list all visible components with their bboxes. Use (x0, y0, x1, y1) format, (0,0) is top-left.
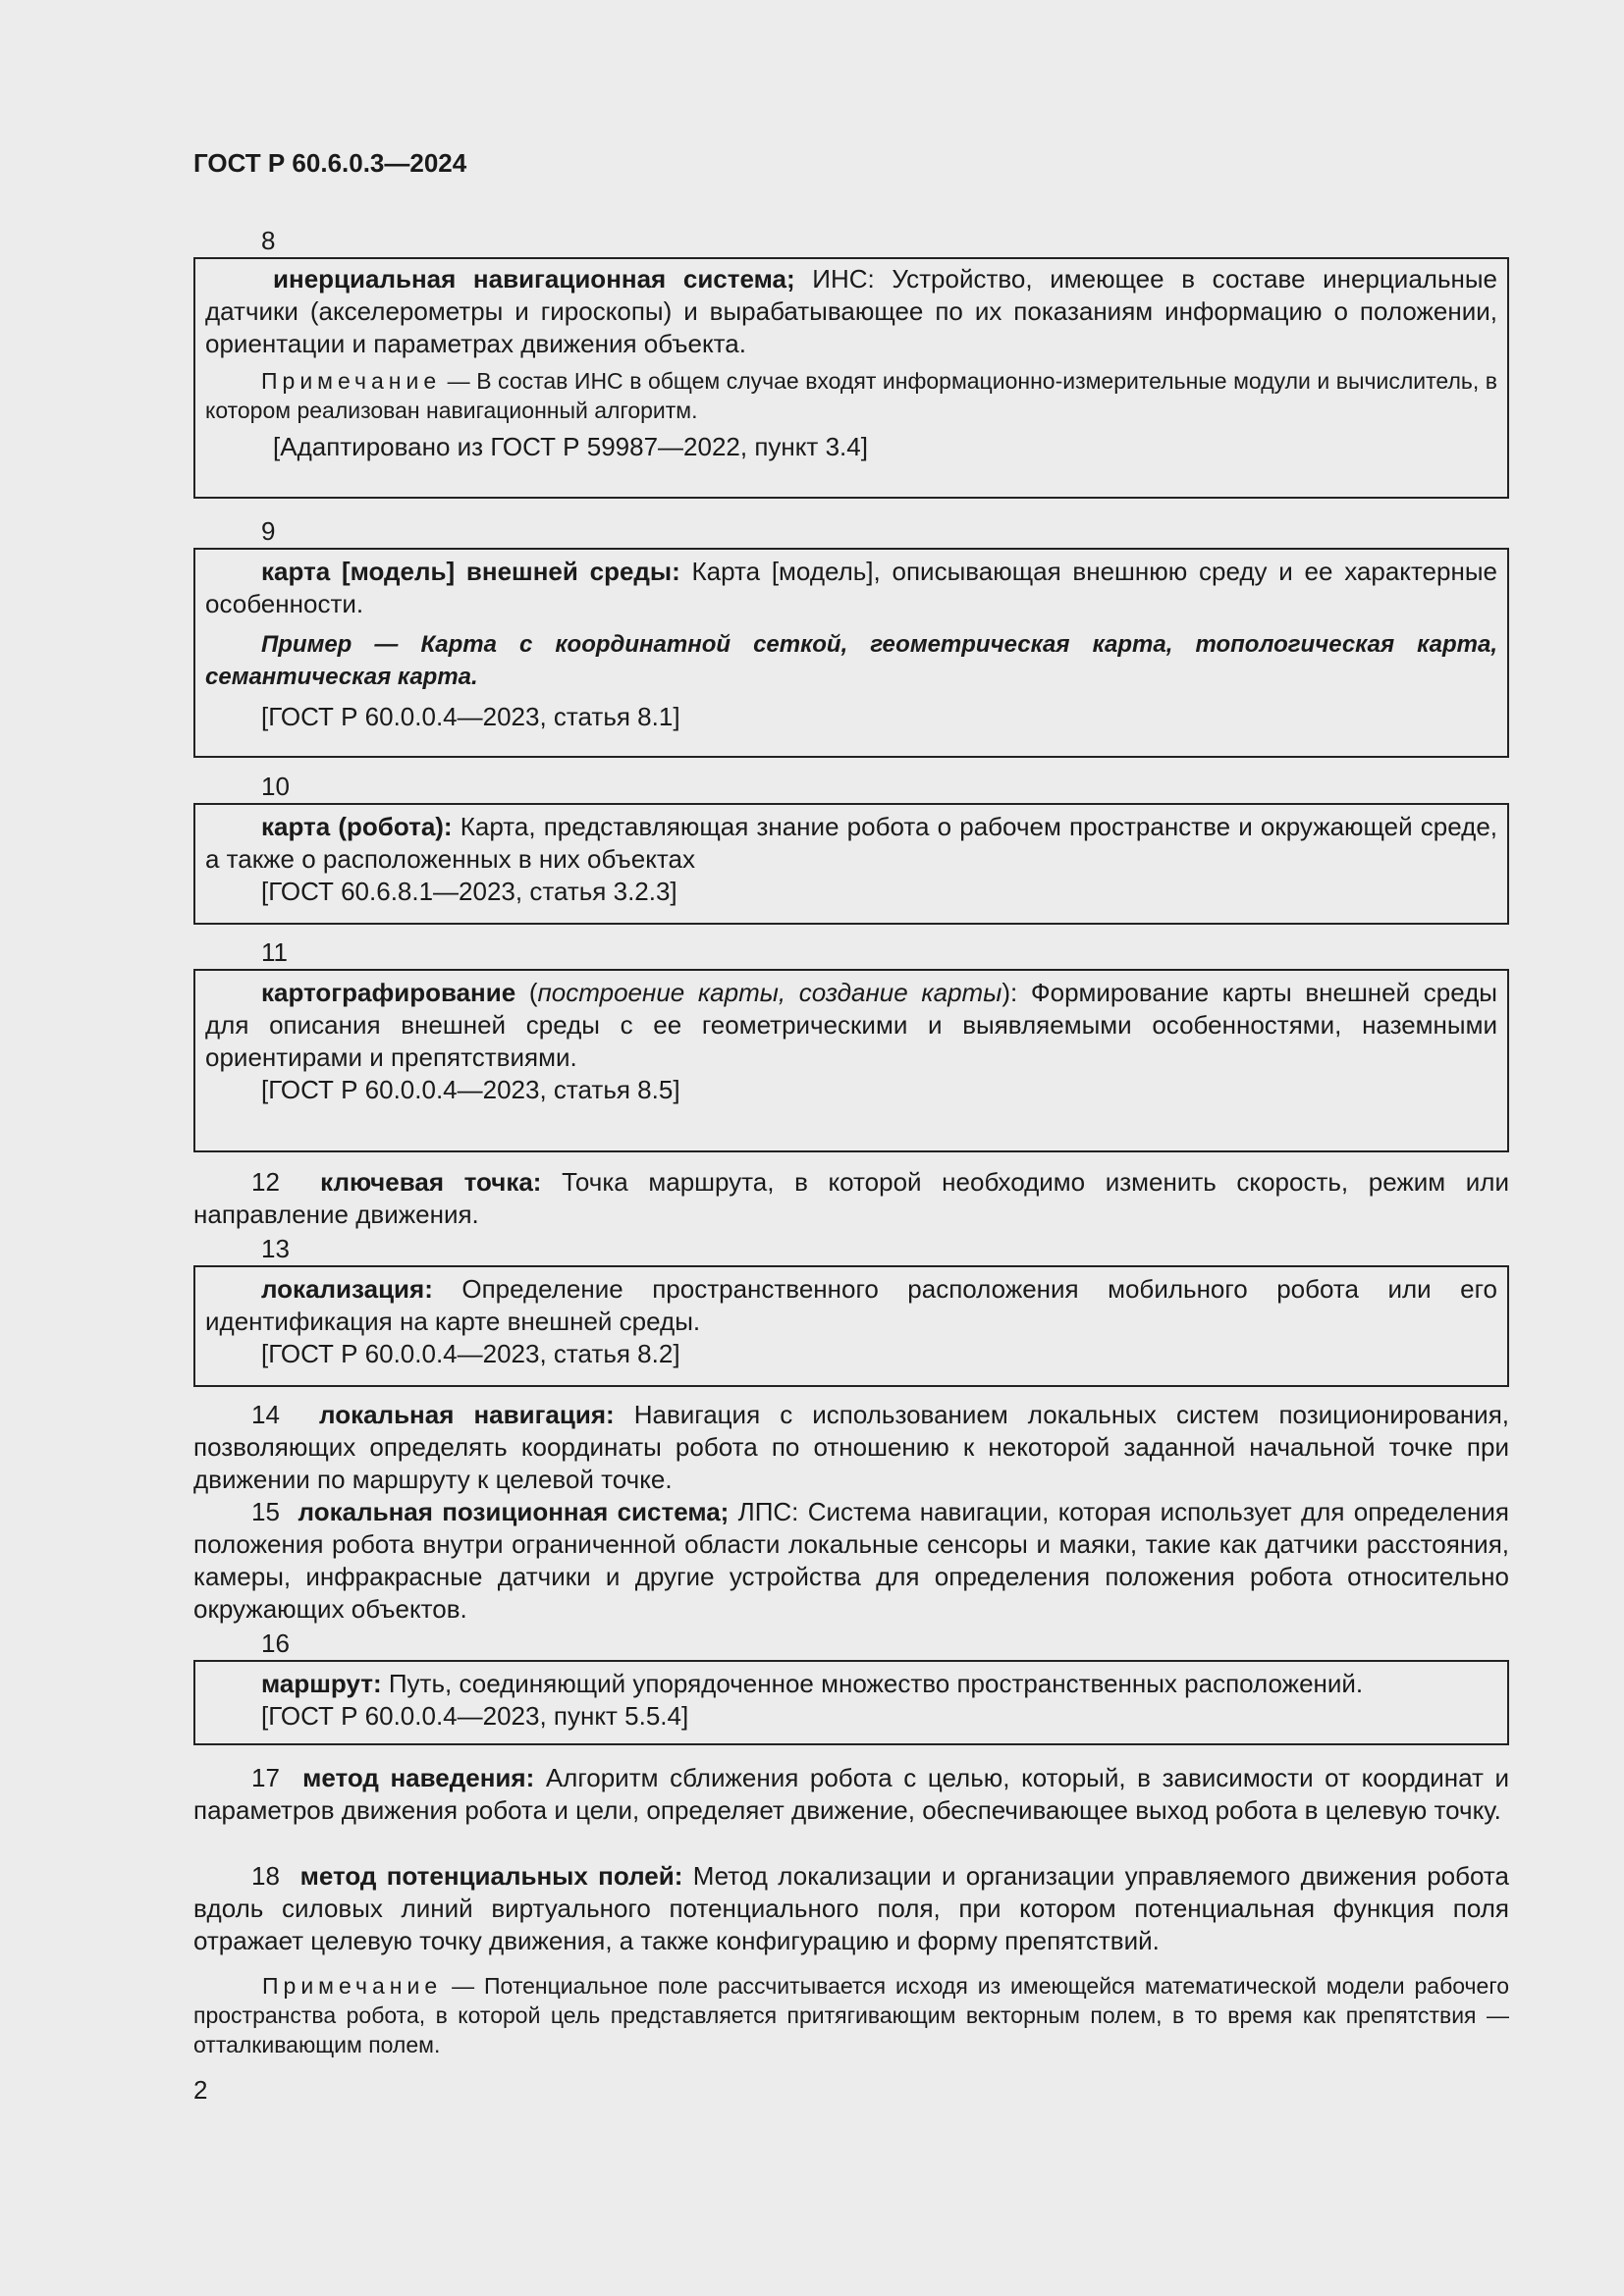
term-number: 9 (261, 516, 276, 546)
term-source: [ГОСТ 60.6.8.1—2023, статья 3.2.3] (261, 877, 677, 906)
term-name: карта (робота): (261, 812, 453, 841)
term-number: 10 (261, 772, 290, 801)
term-definition (205, 556, 1497, 620)
definition-text: Метод локализации и организации управляемого движения робота вдоль силовых линий виртуального потенциального поля, при котором потенциальная функция поля отражает целевую точку движения, а также конфигурацию и форму препятствий. (193, 1861, 1510, 1955)
term-definition (205, 977, 1497, 1074)
term-number: 12 (251, 1167, 280, 1197)
term-definition (205, 811, 1497, 876)
term-entry-11 (193, 936, 1509, 1152)
term-definition (193, 1399, 1509, 1496)
synonym-open: ( (515, 978, 538, 1007)
definition-text: Алгоритм сближения робота с целью, который, в зависимости от координат и параметров движения робота и цели, определяет движение, обеспечивающее выход робота в целевую точку. (193, 1763, 1509, 1825)
term-entry-12 (193, 1166, 1509, 1231)
term-number: 8 (261, 226, 276, 255)
term-box (193, 803, 1509, 925)
note-text: — Потенциальное поле рассчитывается исходя из имеющейся математической модели рабочего пространства робота, в которой цель представляется притягивающим векторным полем, в то время как препятствия — отталкивающим полем. (193, 1973, 1509, 2057)
term-box (193, 548, 1509, 758)
term-box (193, 969, 1509, 1152)
term-entry-10 (193, 771, 1509, 925)
term-number: 18 (251, 1861, 280, 1891)
term-source: [Адаптировано из ГОСТ Р 59987—2022, пункт 3.4] (273, 432, 868, 461)
term-definition (205, 1668, 1497, 1700)
term-definition (193, 1860, 1509, 1957)
term-definition (193, 1496, 1509, 1626)
term-entry-14 (193, 1399, 1509, 1496)
note (193, 1971, 1509, 2059)
term-definition (205, 263, 1497, 360)
document-header: ГОСТ Р 60.6.0.3—2024 (193, 148, 467, 178)
term-entry-17 (193, 1762, 1509, 1827)
term-entry-8 (193, 225, 1509, 499)
term-box (193, 257, 1509, 499)
term-entry-15 (193, 1496, 1509, 1626)
page-number: 2 (193, 2075, 208, 2105)
definition-text: ЛПС: Система навигации, которая использует для определения положения робота внутри ограниченной области локальные сенсоры и маяки, такие как датчики расстояния, камеры, инфракрасные датчики и другие устройства для определения положения робота относительно окружающих объектов. (193, 1497, 1509, 1624)
definition-text: ИНС: Устройство, имеющее в составе инерциальные датчики (акселерометры и гироскопы) и вырабатывающее по их показаниям информацию о положении, ориентации и параметрах движения объекта. (205, 264, 1497, 358)
term-entry-18 (193, 1860, 1509, 2065)
term-name: ключевая точка: (320, 1167, 542, 1197)
note-label: Примечание (262, 1973, 443, 1999)
term-name: метод наведения: (302, 1763, 535, 1792)
term-name: маршрут: (261, 1669, 382, 1698)
term-name: инерциальная навигационная система; (273, 264, 795, 294)
term-synonyms: построение карты, создание карты (537, 978, 1002, 1007)
term-name: локальная навигация: (319, 1400, 615, 1429)
term-source: [ГОСТ Р 60.0.0.4—2023, статья 8.1] (261, 702, 680, 731)
definition-text: Карта, представляющая знание робота о рабочем пространстве и окружающей среде, а также о расположенных в них объектах (205, 812, 1497, 874)
term-name: локальная позиционная система; (298, 1497, 730, 1526)
term-definition (193, 1166, 1509, 1231)
term-number: 14 (251, 1400, 280, 1429)
term-number: 17 (251, 1763, 280, 1792)
term-entry-9 (193, 515, 1509, 758)
term-entry-16 (193, 1628, 1509, 1745)
definition-text: Карта [модель], описывающая внешнюю среду и ее характерные особенности. (205, 557, 1497, 618)
term-name: метод потенциальных полей: (299, 1861, 683, 1891)
definition-text: Путь, соединяющий упорядоченное множество пространственных расположений. (381, 1669, 1364, 1698)
note-label: Примечание (261, 368, 442, 394)
term-number: 13 (261, 1234, 290, 1263)
term-name: локализация: (261, 1274, 433, 1304)
term-source: [ГОСТ Р 60.0.0.4—2023, пункт 5.5.4] (261, 1701, 689, 1731)
term-name: картографирование (261, 978, 516, 1007)
term-box (193, 1265, 1509, 1387)
term-source: [ГОСТ Р 60.0.0.4—2023, статья 8.2] (261, 1339, 680, 1368)
term-number: 11 (261, 937, 288, 967)
note (205, 366, 1497, 425)
definition-text: Навигация с использованием локальных систем позиционирования, позволяющих определять координаты робота по отношению к некоторой заданной начальной точке при движении по маршруту к целевой точке. (193, 1400, 1510, 1494)
term-definition (193, 1762, 1509, 1827)
term-number: 15 (251, 1497, 280, 1526)
definition-text: ): Формирование карты внешней среды для описания внешней среды с ее геометрическими и выявляемыми особенностями, наземными ориентирами и препятствиями. (205, 978, 1497, 1072)
example-text: Пример — Карта с координатной сеткой, геометрическая карта, топологическая карта, семантическая карта. (205, 631, 1497, 690)
term-box (193, 1660, 1509, 1745)
term-name: карта [модель] внешней среды: (261, 557, 680, 586)
term-entry-13 (193, 1233, 1509, 1387)
term-definition (205, 1273, 1497, 1338)
definition-text: Определение пространственного расположения мобильного робота или его идентификация на карте внешней среды. (205, 1274, 1497, 1336)
note-text: — В состав ИНС в общем случае входят информационно-измерительные модули и вычислитель, в котором реализован навигационный алгоритм. (205, 368, 1497, 423)
term-source: [ГОСТ Р 60.0.0.4—2023, статья 8.5] (261, 1075, 680, 1104)
definition-text: Точка маршрута, в которой необходимо изменить скорость, режим или направление движения. (193, 1167, 1509, 1229)
term-number: 16 (261, 1629, 290, 1658)
